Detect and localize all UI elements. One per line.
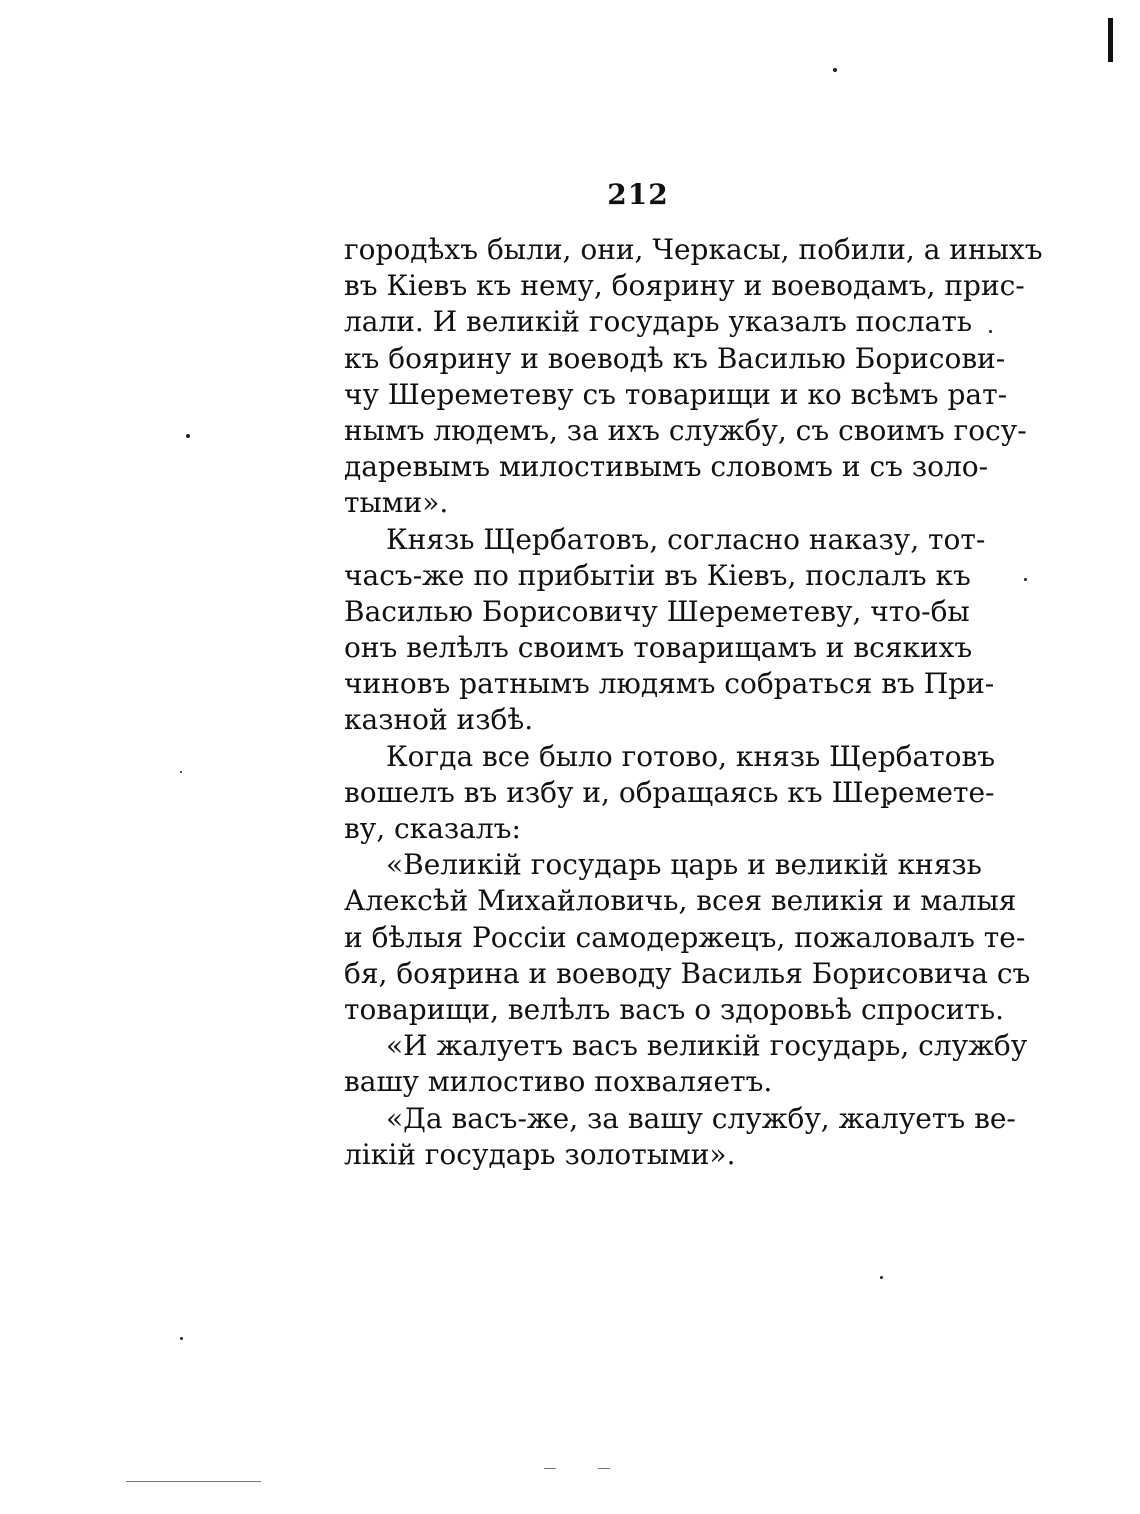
scan-speck bbox=[989, 330, 992, 333]
scan-dash bbox=[544, 1468, 556, 1469]
text-line: лікій государь золотыми». bbox=[344, 1137, 736, 1171]
text-line: Когда все было готово, князь Щербатовъ bbox=[386, 739, 996, 773]
text-line: часъ-же по прибытіи въ Кіевъ, послалъ къ bbox=[344, 558, 971, 592]
text-line: казной избѣ. bbox=[344, 703, 534, 737]
text-line: «Великій государь царь и великій князь bbox=[386, 848, 982, 882]
text-line: городѣхъ были, они, Черкасы, побили, а иныхъ bbox=[344, 233, 1043, 266]
text-line: Алексѣй Михайловичь, всея великія и малыя bbox=[344, 884, 1017, 918]
text-line: къ боярину и воеводѣ къ Василью Борисови- bbox=[344, 341, 1006, 375]
text-line: бя, боярина и воеводу Василья Борисовича съ bbox=[344, 956, 1031, 990]
text-line: вошелъ въ избу и, обращаясь къ Шереметe- bbox=[344, 775, 995, 809]
scan-speck bbox=[833, 68, 837, 72]
text-line: чиновъ ратнымъ людямъ собраться въ При- bbox=[344, 667, 995, 701]
text-line: «И жалуетъ васъ великій государь, службу bbox=[386, 1029, 1028, 1063]
text-line: «Да васъ-же, за вашу службу, жалуетъ ве- bbox=[386, 1101, 1016, 1135]
text-line: товарищи, велѣлъ васъ о здоровьѣ спросить. bbox=[344, 992, 1005, 1026]
scan-speck bbox=[186, 434, 190, 438]
scan-dash bbox=[598, 1468, 610, 1469]
text-line: даревымъ милостивымъ словомъ и съ золо- bbox=[344, 450, 989, 484]
scan-speck bbox=[880, 1276, 883, 1279]
text-line: тыми». bbox=[344, 486, 449, 520]
text-line: и бѣлыя Россіи самодержецъ, пожаловалъ те- bbox=[344, 920, 1026, 954]
text-line: нымъ людемъ, за ихъ службу, съ своимъ госу- bbox=[344, 413, 1027, 447]
text-line: въ Кіевъ къ нему, боярину и воеводамъ, прис- bbox=[344, 269, 1025, 303]
scan-speck bbox=[180, 771, 182, 773]
text-line: лали. И великій государь указалъ послать bbox=[344, 305, 973, 339]
text-line: вашу милостиво похваляетъ. bbox=[344, 1065, 773, 1099]
scan-speck bbox=[1024, 578, 1027, 581]
text-line: ву, сказалъ: bbox=[344, 812, 521, 845]
scan-dash bbox=[126, 1481, 261, 1482]
page-number: 212 bbox=[607, 178, 669, 211]
scan-speck bbox=[180, 1337, 183, 1340]
scan-edge-mark bbox=[1108, 18, 1113, 62]
text-line: онъ велѣлъ своимъ товарищамъ и всякихъ bbox=[344, 631, 973, 665]
body-text bbox=[344, 232, 1043, 1173]
text-line: чу Шереметеву съ товарищи и ко всѣмъ рат- bbox=[344, 377, 1008, 411]
text-line: Василью Борисовичу Шереметеву, что-бы bbox=[344, 594, 970, 628]
text-line: Князь Щербатовъ, согласно наказу, тот- bbox=[386, 522, 986, 556]
